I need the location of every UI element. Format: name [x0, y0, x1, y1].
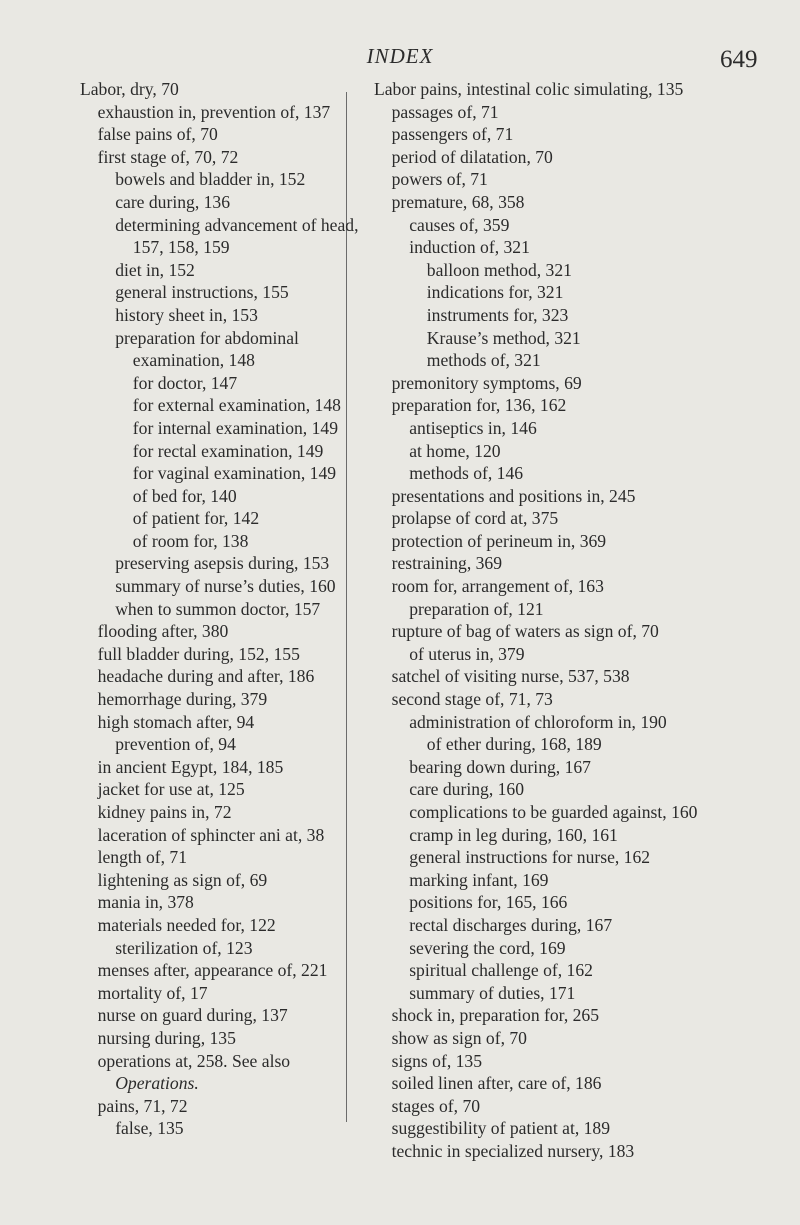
index-entry	[374, 1095, 719, 1118]
index-entry-text: bowels and bladder in, 152	[115, 169, 306, 190]
index-entry-text: for vaginal examination, 149	[132, 463, 337, 484]
index-entry	[80, 327, 364, 372]
index-entry	[80, 372, 364, 395]
index-entry	[374, 1050, 719, 1073]
index-entry-text: causes of, 359	[409, 214, 510, 235]
index-entry-text: materials needed for, 122	[97, 914, 276, 935]
index-entry-text: full bladder during, 152, 155	[97, 643, 300, 664]
index-entry	[374, 236, 719, 259]
index-entry-text: second stage of, 71, 73	[391, 689, 553, 710]
index-entry	[80, 959, 364, 982]
index-entry	[374, 507, 719, 530]
index-entry	[80, 440, 364, 463]
index-entry-text: nursing during, 135	[97, 1027, 236, 1048]
index-entry-text: presentations and positions in, 245	[391, 485, 636, 506]
index-entry-text: bearing down during, 167	[409, 756, 591, 777]
index-entry-text: general instructions, 155	[115, 282, 289, 303]
index-entry	[80, 598, 364, 621]
index-entry	[80, 1004, 364, 1027]
index-entry	[374, 372, 719, 395]
index-entry	[374, 191, 719, 214]
index-entry-text: of ether during, 168, 189	[426, 734, 602, 755]
index-entry	[80, 259, 364, 282]
index-entry-text: summary of duties, 171	[409, 982, 576, 1003]
index-entry	[80, 778, 364, 801]
index-entry-text: for doctor, 147	[132, 372, 238, 393]
index-entry-text: complications to be guarded against, 160	[409, 802, 698, 822]
index-entry-text: general instructions for nurse, 162	[409, 847, 651, 868]
index-entry-text: period of dilatation, 70	[391, 146, 553, 167]
index-entry-text: for internal examination, 149	[132, 417, 338, 438]
index-entry	[80, 417, 364, 440]
index-entry-text: sterilization of, 123	[115, 937, 253, 958]
index-entry-text: exhaustion in, prevention of, 137	[97, 101, 331, 122]
index-entry-text: at home, 120	[409, 440, 501, 461]
index-entry	[374, 214, 719, 237]
index-column-left	[80, 78, 364, 1140]
index-entry-text: Labor pains, intestinal colic simulating, 135	[374, 79, 684, 99]
index-entry	[374, 304, 719, 327]
index-entry	[374, 462, 719, 485]
index-entry-text: powers of, 71	[391, 169, 488, 190]
index-entry-text: diet in, 152	[115, 259, 195, 280]
index-entry-text: prolapse of cord at, 375	[391, 508, 559, 529]
index-entry	[80, 78, 364, 101]
index-entry	[80, 733, 364, 756]
index-entry	[80, 688, 364, 711]
index-entry-text: lightening as sign of, 69	[97, 869, 268, 890]
index-entry	[374, 620, 719, 643]
index-entry-text: for rectal examination, 149	[132, 440, 324, 461]
index-entry-text: pains, 71, 72	[97, 1095, 188, 1116]
index-entry	[80, 801, 364, 824]
index-entry	[80, 507, 364, 530]
index-entry	[80, 146, 364, 169]
index-entry	[80, 1095, 364, 1118]
index-entry-text: high stomach after, 94	[97, 711, 255, 732]
index-entry-text: operations at, 258. See also	[97, 1050, 291, 1071]
index-entry-text: shock in, preparation for, 265	[391, 1005, 600, 1026]
index-entry-text: induction of, 321	[409, 237, 530, 258]
index-entry-text: Labor, dry, 70	[80, 79, 179, 99]
index-entry-text: cramp in leg during, 160, 161	[409, 824, 618, 845]
index-entry	[374, 891, 719, 914]
index-entry-text: of uterus in, 379	[409, 643, 525, 664]
index-entry	[374, 801, 719, 824]
index-entry-text: laceration of sphincter ani at, 38	[97, 824, 325, 845]
index-entry-text: soiled linen after, care of, 186	[391, 1073, 602, 1094]
index-entry	[374, 959, 719, 982]
index-entry	[80, 891, 364, 914]
index-entry-text: for external examination, 148	[132, 395, 341, 416]
index-entry	[374, 1140, 719, 1163]
index-entry	[80, 530, 364, 553]
index-entry	[80, 824, 364, 847]
index-entry-text: rectal discharges during, 167	[409, 914, 613, 935]
index-entry	[374, 146, 719, 169]
index-entry	[80, 665, 364, 688]
index-entry-text: of room for, 138	[132, 530, 249, 551]
index-entry-text: administration of chloroform in, 190	[409, 711, 667, 732]
index-entry-text: of patient for, 142	[132, 508, 260, 529]
index-entry-text: care during, 136	[115, 191, 231, 212]
index-entry-crossref: Operations.	[115, 1073, 199, 1094]
index-entry	[80, 123, 364, 146]
index-entry-text: preparation for abdominal examination, 148	[115, 327, 299, 371]
index-column-right	[374, 78, 719, 1163]
index-entry	[374, 756, 719, 779]
index-entry	[374, 643, 719, 666]
index-entry-text: determining advancement of head, 157, 158, 159	[115, 214, 359, 258]
index-entry-text: show as sign of, 70	[391, 1027, 527, 1048]
index-entry-text: positions for, 165, 166	[409, 892, 568, 913]
index-entry-text: passengers of, 71	[391, 124, 514, 145]
index-entry-text: room for, arrangement of, 163	[391, 576, 604, 597]
index-entry	[80, 485, 364, 508]
index-entry-text: jacket for use at, 125	[97, 779, 245, 800]
index-entry	[374, 937, 719, 960]
index-entry	[80, 756, 364, 779]
index-entry-text: summary of nurse’s duties, 160	[115, 576, 336, 597]
index-entry-text: length of, 71	[97, 847, 188, 868]
index-entry	[80, 846, 364, 869]
index-entry-text: instruments for, 323	[426, 304, 569, 325]
index-entry	[374, 327, 719, 350]
index-entry	[374, 259, 719, 282]
index-entry	[80, 394, 364, 417]
index-entry-text: history sheet in, 153	[115, 304, 258, 325]
index-entry	[374, 733, 719, 756]
index-entry	[374, 101, 719, 124]
index-entry	[374, 869, 719, 892]
index-entry	[80, 1050, 364, 1095]
index-entry-text: headache during and after, 186	[97, 666, 315, 687]
index-entry	[80, 620, 364, 643]
index-entry-text: balloon method, 321	[426, 259, 572, 280]
index-entry	[80, 462, 364, 485]
index-entry	[374, 575, 719, 598]
index-entry-text: suggestibility of patient at, 189	[391, 1118, 611, 1139]
index-entry-text: care during, 160	[409, 779, 525, 800]
index-entry	[80, 1027, 364, 1050]
index-entry	[374, 394, 719, 417]
index-entry	[80, 575, 364, 598]
index-entry	[374, 824, 719, 847]
index-entry-text: marking infant, 169	[409, 869, 549, 890]
index-entry	[374, 440, 719, 463]
index-entry-text: passages of, 71	[391, 101, 499, 122]
index-entry	[374, 711, 719, 734]
index-entry	[80, 982, 364, 1005]
index-entry	[80, 214, 364, 259]
index-entry	[374, 417, 719, 440]
index-entry-text: premonitory symptoms, 69	[391, 372, 582, 393]
index-entry-text: nurse on guard during, 137	[97, 1005, 288, 1026]
index-entry-text: flooding after, 380	[97, 621, 229, 642]
index-entry-text: protection of perineum in, 369	[391, 530, 607, 551]
index-entry	[80, 101, 364, 124]
index-entry-text: mania in, 378	[97, 892, 194, 913]
index-entry-text: mortality of, 17	[97, 982, 208, 1003]
index-entry	[80, 1117, 364, 1140]
index-entry-text: hemorrhage during, 379	[97, 689, 268, 710]
index-entry	[374, 281, 719, 304]
index-entry-text: stages of, 70	[391, 1095, 481, 1116]
index-entry	[374, 1117, 719, 1140]
index-entry	[80, 711, 364, 734]
index-entry-text: rupture of bag of waters as sign of, 70	[391, 621, 659, 642]
index-entry	[374, 598, 719, 621]
index-entry-text: Krause’s method, 321	[426, 327, 581, 348]
index-entry-text: preserving asepsis during, 153	[115, 553, 330, 574]
index-entry	[374, 168, 719, 191]
index-entry-text: preparation of, 121	[409, 598, 544, 619]
index-entry	[374, 485, 719, 508]
index-entry-text: signs of, 135	[391, 1050, 483, 1071]
index-entry	[374, 1027, 719, 1050]
index-entry	[80, 304, 364, 327]
index-entry	[374, 688, 719, 711]
index-entry	[80, 937, 364, 960]
running-head: INDEX	[366, 44, 434, 68]
index-entry	[374, 665, 719, 688]
index-entry	[374, 1072, 719, 1095]
index-entry	[374, 123, 719, 146]
index-entry-text: false, 135	[115, 1118, 184, 1139]
index-entry-text: menses after, appearance of, 221	[97, 960, 328, 981]
index-entry-text: kidney pains in, 72	[97, 802, 232, 822]
index-entry-text: prevention of, 94	[115, 734, 236, 755]
index-entry-text: of bed for, 140	[132, 485, 237, 506]
index-entry-text: satchel of visiting nurse, 537, 538	[391, 666, 630, 687]
index-entry	[374, 349, 719, 372]
index-entry	[80, 914, 364, 937]
index-entry-text: false pains of, 70	[97, 124, 218, 145]
page-number: 649	[720, 46, 758, 73]
index-entry-text: restraining, 369	[391, 553, 503, 574]
index-entry	[374, 914, 719, 937]
index-entry-text: technic in specialized nursery, 183	[391, 1140, 635, 1161]
index-entry	[80, 191, 364, 214]
index-entry	[374, 78, 719, 101]
index-entry	[374, 552, 719, 575]
index-entry	[374, 846, 719, 869]
index-entry-text: preparation for, 136, 162	[391, 395, 567, 416]
index-entry	[80, 643, 364, 666]
index-entry	[80, 281, 364, 304]
index-entry-text: premature, 68, 358	[391, 191, 525, 212]
index-entry-text: in ancient Egypt, 184, 185	[97, 756, 284, 777]
index-entry	[374, 982, 719, 1005]
index-entry-text: methods of, 146	[409, 463, 524, 484]
index-entry-text: when to summon doctor, 157	[115, 598, 321, 619]
index-entry	[80, 552, 364, 575]
index-entry-text: antiseptics in, 146	[409, 417, 537, 438]
index-entry-text: methods of, 321	[426, 350, 541, 371]
index-entry-text: indications for, 321	[426, 282, 564, 303]
index-entry-text: first stage of, 70, 72	[97, 146, 239, 167]
index-entry	[374, 778, 719, 801]
index-entry-text: severing the cord, 169	[409, 937, 566, 958]
index-entry	[374, 530, 719, 553]
index-entry	[374, 1004, 719, 1027]
index-entry	[80, 869, 364, 892]
index-entry-text: spiritual challenge of, 162	[409, 960, 593, 981]
index-entry	[80, 168, 364, 191]
